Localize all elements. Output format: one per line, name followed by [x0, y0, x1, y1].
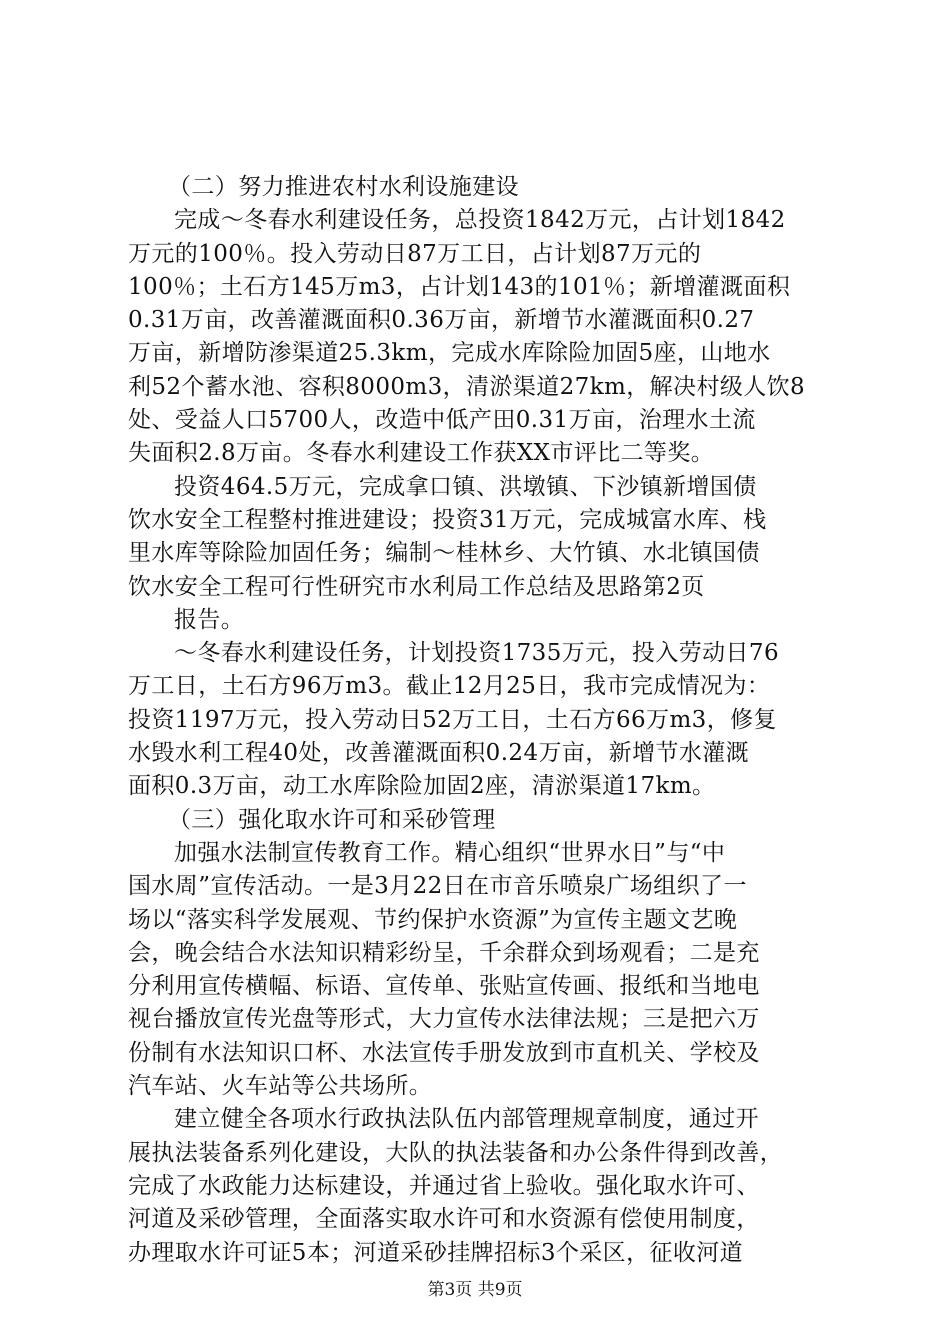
paragraph-line: 场以“落实科学发展观、节约保护水资源”为宣传主题文艺晚 [128, 906, 738, 933]
paragraph-line: 饮水安全工程可行性研究市水利局工作总结及思路第2页 [128, 573, 705, 600]
paragraph-line: 投资1197万元，投入劳动日52万工日，土石方66万m3，修复 [128, 706, 777, 733]
paragraph-line: 完成～冬春水利建设任务，总投资1842万元，占计划1842 [174, 207, 786, 234]
paragraph-line: 水毁水利工程40处，改善灌溉面积0.24万亩，新增节水灌溉 [128, 740, 750, 767]
paragraph-line: 利52个蓄水池、容积8000m3，清淤渠道27km，解决村级人饮8 [128, 373, 806, 400]
page-footer [0, 1280, 950, 1300]
paragraph-line: 投资464.5万元，完成拿口镇、洪墩镇、下沙镇新增国债 [174, 473, 757, 500]
paragraph-line: 会，晚会结合水法知识精彩纷呈，千余群众到场观看；二是充 [128, 939, 760, 966]
paragraph-line: 分利用宣传横幅、标语、宣传单、张贴宣传画、报纸和当地电 [128, 973, 760, 1000]
paragraph-line: 视台播放宣传光盘等形式，大力宣传水法律法规；三是把六万 [128, 1006, 760, 1033]
paragraph-line: 面积0.3万亩，动工水库除险加固2座，清淤渠道17km。 [128, 773, 716, 800]
paragraph-line: 失面积2.8万亩。冬春水利建设工作获XX市评比二等奖。 [128, 440, 715, 467]
paragraph-line: 万亩，新增防渗渠道25.3km，完成水库除险加固5座，山地水 [128, 340, 771, 367]
paragraph-line: 里水库等除险加固任务；编制～桂林乡、大竹镇、水北镇国债 [128, 540, 760, 567]
section-heading-rural-water: （二）努力推进农村水利设施建设 [168, 174, 519, 200]
paragraph-line: 100％；土石方145万m3，占计划143的101％；新增灌溉面积 [128, 273, 791, 300]
document-body [128, 171, 828, 1270]
paragraph-line: 展执法装备系列化建设，大队的执法装备和办公条件得到改善， [128, 1139, 784, 1166]
section-heading-water-permit: （三）强化取水许可和采砂管理 [168, 806, 496, 833]
paragraph-line: 报告。 [174, 606, 245, 633]
paragraph-line: 国水周”宣传活动。一是3月22日在市音乐喷泉广场组织了一 [128, 873, 747, 900]
page-number-label: 第3页 共9页 [427, 1280, 523, 1300]
paragraph-line: 办理取水许可证5本；河道采砂挂牌招标3个采区，征收河道 [128, 1239, 744, 1266]
paragraph-line: 0.31万亩，改善灌溉面积0.36万亩，新增节水灌溉面积0.27 [128, 307, 755, 334]
paragraph-line: ～冬春水利建设任务，计划投资1735万元，投入劳动日76 [174, 640, 779, 667]
paragraph-line: 万工日，土石方96万m3。截止12月25日，我市完成情况为： [128, 673, 771, 700]
paragraph-line: 份制有水法知识口杯、水法宣传手册发放到市直机关、学校及 [128, 1039, 760, 1066]
paragraph-line: 饮水安全工程整村推进建设；投资31万元，完成城富水库、栈 [128, 506, 767, 533]
paragraph-line: 处、受益人口5700人，改造中低产田0.31万亩，治理水土流 [128, 407, 756, 434]
paragraph-line: 万元的100％。投入劳动日87万工日，占计划87万元的 [128, 240, 702, 267]
paragraph-line: 建立健全各项水行政执法队伍内部管理规章制度，通过开 [174, 1106, 759, 1133]
paragraph-line: 加强水法制宣传教育工作。精心组织“世界水日”与“中 [174, 839, 726, 866]
paragraph-line: 完成了水政能力达标建设，并通过省上验收。强化取水许可、 [128, 1172, 760, 1199]
paragraph-line: 汽车站、火车站等公共场所。 [128, 1073, 433, 1100]
paragraph-line: 河道及采砂管理，全面落实取水许可和水资源有偿使用制度， [128, 1206, 760, 1233]
